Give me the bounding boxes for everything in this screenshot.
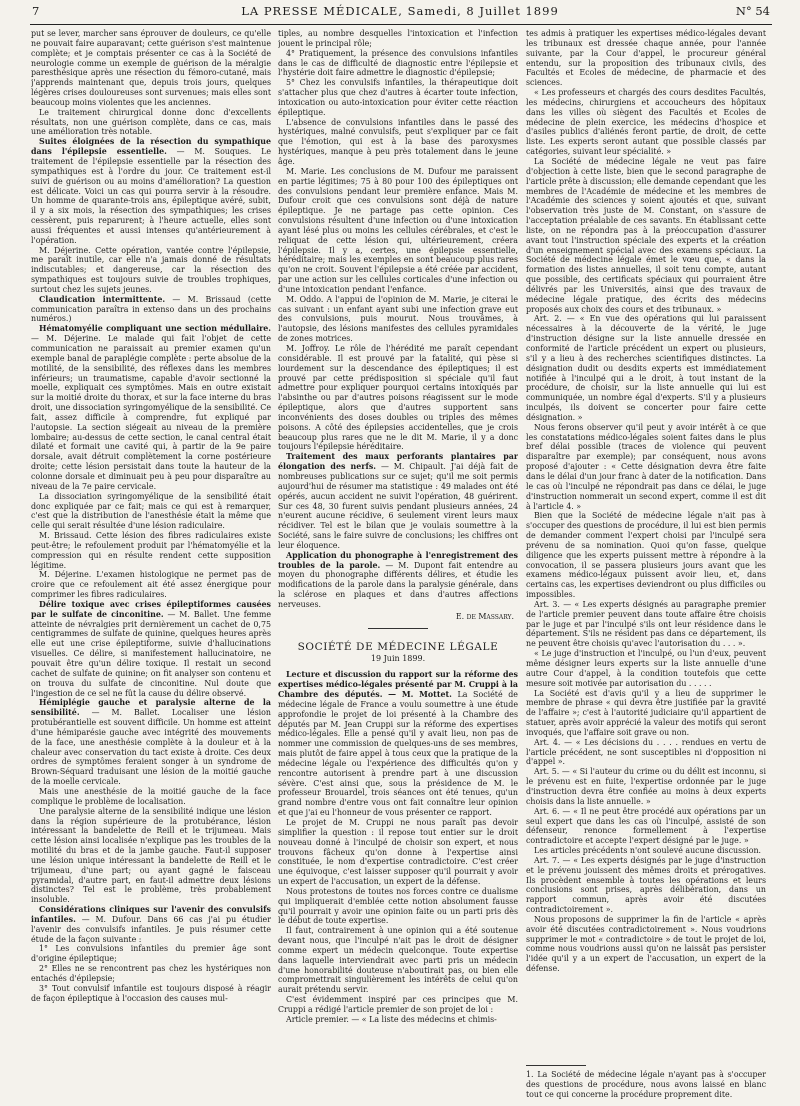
issue-number: N° 54: [735, 4, 770, 18]
section-heading: Hémiplégie gauche et paralysie alterne de la sensibilité.: [31, 698, 271, 718]
footnote-text: 1. La Société de médecine légale n'ayant pas à s'occuper des questions de procédure, nous avons laissé en blanc tout ce qui concerne la procédure proprement dite.: [526, 1070, 766, 1099]
page-header: [30, 4, 770, 21]
paragraph: Nous ferons observer qu'il peut y avoir intérêt à ce que les constatations médico-légales soient faites dans le plus bref délai possible (traces de violence qui peuvent disparaître par exemple); par conséquent, nous avons proposé d'ajouter : « Cette désignation devra être faite dans le délai d'un jour franc à dater de la notification. Dans le cas où l'inculpé ne répondrait pas dans ce délai, le juge d'instruction nommerait un second expert, comme il est dit à l'article 4. »: [526, 422, 766, 511]
paragraph: Art. 3. — « Les experts désignés au paragraphe premier de l'article premier peuvent dans toute affaire être choisis par le juge et par l'inculpé s'ils ont leur résidence dans le département. S'ils ne résident pas dans ce département, ils ne peuvent être choisis qu'avec l'autorisation du . . . ».: [526, 599, 766, 649]
header-rule: [30, 24, 772, 25]
paragraph: Le traitement chirurgical donne donc d'excellents résultats, non une guérison complète, dans ce cas, mais une amélioration très notable.: [31, 107, 271, 137]
section-author: — M. Mottet.: [388, 690, 452, 699]
list-item: 1° Les convulsions infantiles du premier âge sont d'origine épileptique;: [31, 944, 271, 964]
paragraph: Il faut, contrairement à une opinion qui a été soutenue devant nous, que l'inculpé n'ait pas le droit de désigner comme expert un médecin quelconque. Toute expertise dans laquelle interviendrait avec parti pris un médecin d'une honorabilité douteuse n'aboutirait pas, ou bien elle compromettrait singulièrement les intérêts de celui qu'on aurait prétendu servir.: [278, 926, 518, 995]
section-date: 19 Juin 1899.: [370, 654, 426, 664]
paragraph: Mais une anesthésie de la moitié gauche de la face complique le problème de localisation.: [31, 786, 271, 806]
paragraph: M. Déjerine. Cette opération, vantée contre l'épilepsie, me paraît inutile, car elle n'a jamais donné de résultats indiscutables; et dangereuse, car la résection des sympathiques est toujours suivie de troubles trophiques, surtout chez les sujets jeunes.: [31, 245, 271, 294]
section-heading: Traitement des maux perforants plantaires par élongation des nerfs.: [278, 452, 518, 472]
paragraph: La Société est d'avis qu'il y a lieu de supprimer le membre de phrase « qui devra être justifiée par la gravité de l'affaire »; c'est à l'autorité judiciaire qu'il appartient de statuer, après avoir apprécié la valeur des motifs qui seront invoqués, que l'affaire soit grave ou non.: [526, 688, 766, 737]
section-body: — M. Dufour. Dans 66 cas j'ai pu étudier l'avenir des convulsifs infantiles. Je puis résumer cette étude de la façon suivante :: [31, 914, 271, 944]
section-heading: Claudication intermittente.: [39, 294, 166, 304]
paragraph: 4° Pratiquement, la présence des convulsions infantiles dans le cas de difficulté de diagnostic entre l'épilepsie et l'hystérie doit faire admettre le diagnostic d'épilepsie;: [278, 48, 518, 78]
paragraph: « Les professeurs et chargés des cours desdites Facultés, les médecins, chirurgiens et accoucheurs des hôpitaux dans les villes où siègent des Facultés et Ecoles de médecine de plein exercice, les médecins d'hospice et d'asiles publics d'aliénés feront partie, de droit, de cette liste. Les experts seront autant que possible classés par catégories, suivant leur spécialité. »: [526, 88, 766, 157]
paragraph: Art. 4. — « Les décisions du . . . . rendues en vertu de l'article précédent, ne sont susceptibles ni d'opposition ni d'appel ».: [526, 737, 766, 767]
footnote: [526, 1065, 766, 1100]
paragraph: La Société de médecine légale ne veut pas faire d'objection à cette liste, bien que le second paragraphe de l'article prête à discussion; elle demande cependant que les membres de l'Académie de médecine et les membres de l'Académie des sciences y soient ajoutés et que, suivant l'observation très juste de M. Constant, on s'assure de l'acceptation préalable de ces savants. En établissant cette liste, on ne répondra pas à la préoccupation d'assurer avant tout l'instruction spéciale des experts et la création d'un enseignement spécial avec des examens spéciaux. La Société de médecine légale émet le vœu que, « dans la formation des listes annuelles, il soit tenu compte, autant que possible, des certificats spéciaux qui pourraient être délivrés par les Universités, ainsi que des travaux de médecine légale pratique, des écrits des médecins proposés aux choix des cours et des tribunaux. »: [526, 156, 766, 314]
paragraph: Article premier. — « La liste des médecins et chimis-: [286, 1014, 497, 1024]
column-1: [31, 29, 271, 1099]
section-body: Le traitement de l'épilepsie essentielle par la résection des sympathiques est à l'ordre du jour. Ce traitement est-il suivi de guérison ou au moins d'amélioration? La question est délicate. Voici un cas qui pourra servir à la résoudre. Un homme de quarante-trois ans, épileptique avéré, subit, il y a six mois, la résection des sympathiques; les crises cessèrent, puis reparurent; à l'heure actuelle, elles sont aussi fréquentes et aussi intenses qu'antérieurement à l'opération.: [31, 147, 271, 245]
section-body: — M. Ballet. Localiser une lésion protubérantielle est souvent difficile. Un homme est atteint d'une hémiparésie gauche avec intégrité des mouvements de la face, une anesthésie complète à la douleur et à la chaleur avec conservation du tact existe à droite. Ces deux ordres de symptômes feraient songer à un syndrome de Brown-Séquard traduisant une lésion de la moitié gauche de la moelle cervicale.: [31, 708, 271, 787]
paragraph: tes admis à pratiquer les expertises médico-légales devant les tribunaux est dressée chaque année, pour l'année suivante, par la Cour d'appel, le procureur général entendu, sur la proposition des tribunaux civils, des Facultés et Ecoles de médecine, de pharmacie et des sciences.: [526, 29, 766, 88]
paragraph: M. Joffroy. Le rôle de l'hérédité me paraît cependant considérable. Il est prouvé par la fatalité, qui pèse si lourdement sur la descendance des épileptiques; il est prouvé par cette prédisposition si spéciale qu'il faut admettre pour expliquer pourquoi certains intoxiqués par l'absinthe ou par d'autres poisons réagissent sur le mode épileptique, alors que d'autres supportent sans inconvénients des doses doubles ou triples des mêmes poisons. A côté des épilepsies accidentelles, que je crois beaucoup plus rares que ne le dit M. Marie, il y a donc toujours l'épilepsie héréditaire.: [278, 344, 518, 452]
paragraph: « Le juge d'instruction et l'inculpé, ou l'un d'eux, peuvent même désigner leurs experts sur la liste annuelle d'une autre Cour d'appel, à la condition toutefois que cette mesure soit motivée par autorisation du . . . . .: [526, 649, 766, 688]
section-body: — M. Déjerine. Le malade qui fait l'objet de cette communication ne paraissait au premier examen qu'un exemple banal de paraplégie complète : perte absolue de la motilité, de la sensibilité, des réflexes dans les membres inférieurs; un traumatisme, capable d'avoir sectionné la moelle, expliquait ces symptômes. Mais en outre existait sur la moitié droite du thorax, et sur la face interne du bras droit, une dissociation syringomyélique de la sensibilité. Ce fait, assez difficile à comprendre, fut expliqué par l'autopsie. La section siégeait au niveau de la première lombaire; au-dessus de cette section, le canal central était dilaté et formait une cavité qui, à partir de la 9e paire dorsale, avait détruit complètement la corne postérieure droite; cette lésion persistait dans toute la hauteur de la colonne dorsale et diminuait peu à peu pour disparaître au niveau de la 7e paire cervicale.: [31, 334, 271, 491]
paragraph: M. Déjerine. L'examen histologique ne permet pas de croire que ce refoulement ait été assez énergique pour comprimer les fibres radiculaires.: [31, 570, 271, 600]
paragraph: Nous proposons de supprimer la fin de l'article « après avoir été discutées contradictoirement ». Nous voudrions supprimer le mot « contradictoire » de tout le projet de loi, comme nous voudrions aussi qu'on ne laissât pas persister l'idée qu'il y a un expert de l'accusation, un expert de la défense.: [526, 914, 766, 974]
paragraph: M. Brissaud. Cette lésion des fibres radiculaires existe peut-être; le refoulement produit par l'hématomyélie et la compression qui en résulte rendent cette supposition légitime.: [31, 531, 271, 570]
section-body: — M. Dupont fait entendre au moyen du phonographe différents délires, et étudie les modifications de la parole dans la paralysie générale, dans la sclérose en plaques et dans d'autres affections nerveuses.: [278, 560, 518, 609]
column-3: [526, 29, 766, 1059]
paragraph: Art. 2. — « En vue des opérations qui lui paraissent nécessaires à la découverte de la vérité, le juge d'instruction désigne sur la liste annuelle dressée en conformité de l'article précédent un expert ou plusieurs, s'il y a lieu à des recherches scientifiques distinctes. La désignation dudit ou desdits experts est immédiatement notifiée à l'inculpé qui a le droit, à tout instant de la procédure, de choisir, sur la liste annuelle qui lui est communiquée, un nombre égal d'experts. S'il y a plusieurs inculpés, ils doivent se concerter pour faire cette désignation. »: [526, 314, 766, 422]
footnote-rule: [526, 1065, 586, 1066]
section-entry: [31, 698, 271, 787]
section-author: — M. Souques.: [176, 147, 252, 157]
paragraph: Une paralysie alterne de la sensibilité indique une lésion dans la région supérieure de la protubérance, lésion intéressant la bandelette de Reill et le trijumeau. Mais cette lésion ainsi localisée n'explique pas les troubles de la motilité du bras et de la jambe gauche. Faut-il supposer une lésion unique intéressant la bandelette de Reill et le trijumeau, d'une part; ou ayant gagné le faisceau pyramidal, d'autre part, en faut-il admettre deux lésions distinctes? Tel est le problème, très probablement insoluble.: [31, 806, 271, 905]
section-heading: Considérations cliniques sur l'avenir des convulsifs infantiles.: [31, 905, 271, 924]
paragraph: tiples, au nombre desquelles l'intoxication et l'infection jouent le principal rôle;: [278, 29, 518, 48]
section-heading: Lecture et discussion du rapport sur la réforme des expertises médico-légales présenté par M. Cruppi à la Chambre des députés.: [278, 670, 518, 699]
paragraph: M. Oddo. A l'appui de l'opinion de M. Marie, je citerai le cas suivant : un enfant ayant subi une infection grave eut des convulsions, puis mourut. Nous trouvâmes, à l'autopsie, des lésions manifestes des cellules pyramidales de zones motrices.: [278, 294, 518, 344]
section-entry: [31, 295, 271, 325]
list-item: 3° Tout convulsif infantile est toujours disposé à réagir de façon épileptique à l'occasion des causes mul-: [31, 983, 271, 1003]
paragraph: M. Marie. Les conclusions de M. Dufour me paraissent en partie légitimes; 75 à 80 pour 100 des épileptiques ont des convulsions pendant leur première enfance. Mais M. Dufour croit que ces convulsions sont déjà de nature épileptique. Je ne partage pas cette opinion. Ces convulsions résultent d'une infection ou d'une intoxication ayant lésé plus ou moins les cellules cérébrales, et c'est le reliquat de cette lésion qui, ultérieurement, créera l'épilepsie. Il y a, certes, une épilepsie essentielle, héréditaire; mais les exemples en sont beaucoup plus rares qu'on ne croit. Souvent l'épilepsie a été créée par accident, par une action sur les cellules corticales d'une infection ou d'une intoxication pendant l'enfance.: [278, 166, 518, 294]
paragraph: put se lever, marcher sans éprouver de douleurs, ce qu'elle ne pouvait faire auparavant; cette guérison s'est maintenue complète; et je comptais présenter ce cas à la Société de neurologie comme un exemple de guérison de la méralgie paresthésique après une résection du fémoro-cutané, mais j'apprends maintenant que, depuis trois jours, quelques légères crises douloureuses sont survenues; mais elles sont beaucoup moins violentes que les anciennes.: [31, 29, 271, 107]
section-entry: [31, 137, 271, 245]
paragraph: Le projet de M. Cruppi ne nous paraît pas devoir simplifier la question : il repose tout entier sur le droit nouveau donné à l'inculpé de choisir son expert, et nous trouvons fâcheux qu'on donne à l'expertise ainsi constituée, le nom d'expertise contradictoire. C'est créer une équivoque, c'est laisser supposer qu'il pourrait y avoir un expert de l'accusation, un expert de la défense.: [278, 817, 518, 887]
section-entry: [31, 600, 271, 698]
paragraph: Bien que la Société de médecine légale n'ait pas à s'occuper des questions de procédure, il lui est bien permis de demander comment l'expert choisi par l'inculpé sera prévenu de sa nomination. Quoi qu'on fasse, quelque diligence que les experts puissent mettre à répondre à la convocation, il se passera plusieurs jours avant que les examens médico-légaux puissent avoir lieu, et, dans certains cas, les expertises deviendront ou plus difficiles ou impossibles.: [526, 511, 766, 600]
section-title: SOCIÉTÉ DE MÉDECINE LÉGALE: [297, 640, 499, 653]
paragraph: Art. 7. — « Les experts désignés par le juge d'instruction et le prévenu jouissent des mêmes droits et prérogatives. Ils procèdent ensemble à toutes les opérations et leurs conclusions sont prises, après délibération, dans un rapport commun, après avoir été discutées contradictoirement ».: [526, 855, 766, 915]
paragraph: C'est évidemment inspiré par ces principes que M. Cruppi a rédigé l'article premier de son projet de loi :: [278, 995, 518, 1014]
paragraph: 5° Chez les convulsifs infantiles, la thérapeutique doit s'attacher plus que chez d'autres à écarter toute infection, intoxication ou auto-intoxication pour éviter cette réaction épileptique.: [278, 78, 518, 117]
list-item: 2° Elles ne se rencontrent pas chez les hystériques non entachés d'épilepsie;: [31, 964, 271, 983]
column-2: [278, 29, 518, 1099]
divider: [368, 628, 428, 629]
paragraph: Les articles précédents n'ont soulevé aucune discussion.: [534, 846, 762, 856]
section-body: La Société de médecine légale de France a voulu soumettre à une étude approfondie le projet de loi présenté à la Chambre des députés par M. Jean Cruppi sur la réforme des expertises médico-légales. Elle a pensé qu'il y avait lieu, non pas de nommer une commission de quelques-uns de ses membres, mais plutôt de faire appel à tous ceux que la pratique de la médecine légale ou l'expérience des difficultés qu'on y rencontre autorisent à prendre part à une discussion sévère. C'est ainsi que, sous la présidence de M. le professeur Brouardel, trois séances ont été tenues, qu'un grand nombre d'entre vous ont fait connaître leur opinion et que j'ai eu l'honneur de vous présenter ce rapport.: [278, 690, 518, 818]
paragraph: L'absence de convulsions infantiles dans le passé des hystériques, malné convulsifs, peut s'expliquer par ce fait que l'émotion, qui est à la base des paroxysmes hystériques, manque à peu près totalement dans le jeune âge.: [278, 117, 518, 166]
section-body: — M. Brissaud (cette communication paraîtra in extenso dans un des prochains numéros.): [31, 294, 271, 324]
paragraph: Nous protestons de toutes nos forces contre ce dualisme qui impliquerait d'emblée cette notion absolument fausse qu'il pourrait y avoir une opinion faite ou un parti pris dès le début de toute expertise.: [278, 886, 518, 926]
section-heading: Suites éloignées de la résection du sympathique dans l'épilepsie essentielle.: [31, 137, 271, 157]
section-entry: [31, 324, 271, 491]
page-number: 7: [32, 4, 40, 18]
paragraph: Art. 5. — « Si l'auteur du crime ou du délit est inconnu, si le prévenu est en fuite, l'expertise ordonnée par le juge d'instruction devra être confiée au moins à deux experts choisis dans la liste annuelle. »: [526, 767, 766, 806]
paragraph: La dissociation syringomyélique de la sensibilité était donc expliquée par ce fait; mais ce qui est à remarquer, c'est que la distribution de l'anesthésie était la même que celle qui serait résultée d'une lésion radiculaire.: [31, 491, 271, 531]
section-heading: Délire toxique avec crises épileptiformes causées par le sulfate de cinconitine.: [31, 599, 271, 619]
section-heading: Application du phonographe à l'enregistrement des troubles de la parole.: [278, 550, 518, 570]
paragraph: Art. 6. — « Il ne peut être procédé aux opérations par un seul expert que dans les cas où l'inculpé, assisté de son défenseur, renonce formellement à l'expertise contradictoire et accepte l'expert désigné par le juge. »: [526, 806, 766, 846]
signature: E. de Massary.: [455, 611, 514, 621]
section-entry: [31, 905, 271, 944]
section-entry: [278, 670, 518, 818]
section-entry: [278, 551, 518, 610]
section-entry: [278, 452, 518, 550]
section-heading: Hématomyélie compliquant une section médullaire.: [39, 324, 271, 334]
section-body: — M. Chipault. J'ai déjà fait de nombreuses publications sur ce sujet; qu'il me soit permis aujourd'hui de résumer ma statistique : 49 malades ont été opérés, aucun accident ne suivit l'opération, 48 guérirent. Sur ces 48, 30 furent suivis pendant plusieurs années, 24 n'eurent aucune récidive, 6 seulement virent leurs maux récidiver. Tel est le bilan que je voulais soumettre à la Société, sans le faire suivre de conclusions; les chiffres ont leur éloquence.: [278, 462, 518, 550]
section-body: — M. Ballet. Une femme atteinte de névralgies prit dernièrement un cachet de 0,75 centigrammes de sulfate de quinine, quelques heures après elle eut une crise épileptiforme, suivie d'hallucinations visuelles. Ce délire, si manifestement hallucinatoire, ne pouvait être qu'un délire toxique. Il restait un second cachet de sulfate de quinine; on fit analyser son contenu et on trouva du sulfate de cinconitine. Nul doute que l'ingestion de ce sel ne fût la cause du délire observé.: [31, 609, 271, 698]
journal-title: LA PRESSE MÉDICALE, Samedi, 8 Juillet 1899: [241, 4, 559, 18]
